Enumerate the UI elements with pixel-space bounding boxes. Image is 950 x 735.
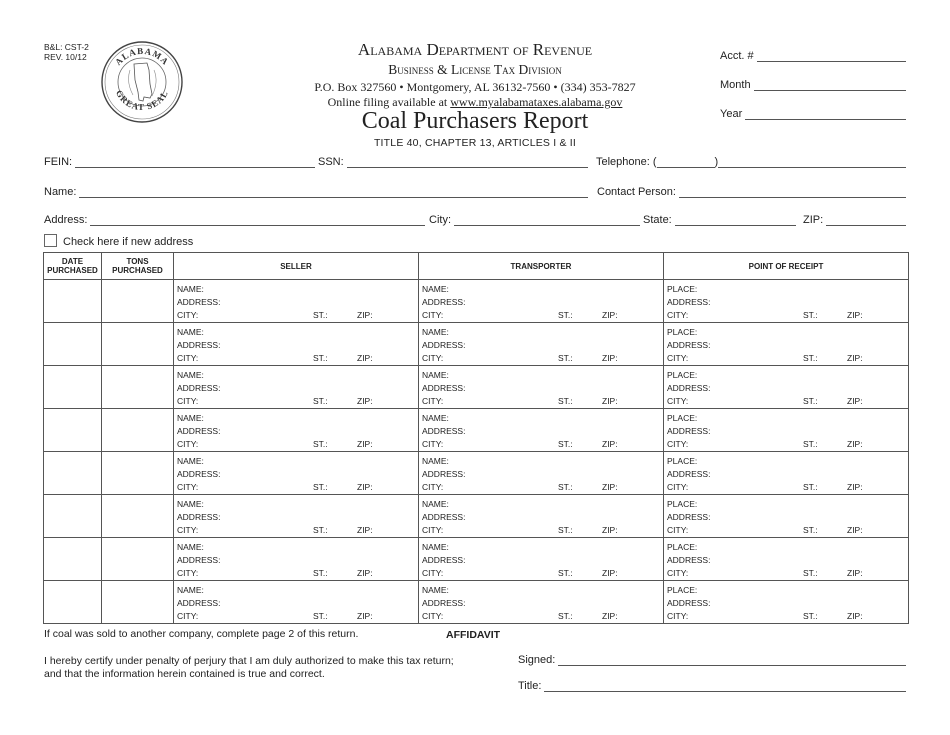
address-label: ADDRESS: (177, 555, 221, 565)
address-label: ADDRESS: (422, 383, 466, 393)
address-field (44, 214, 425, 226)
zip-label: ZIP: (847, 482, 863, 492)
name-label: NAME: (177, 456, 204, 466)
city-label: CITY: (422, 353, 444, 363)
address-label: ADDRESS: (667, 598, 711, 608)
city-label: CITY: (177, 611, 199, 621)
zip-label: ZIP: (803, 214, 824, 226)
state-input[interactable] (675, 215, 796, 226)
zip-label: ZIP: (357, 482, 373, 492)
transporter-details (422, 541, 660, 580)
state-label: ST.: (803, 353, 818, 363)
telephone-input[interactable] (718, 157, 906, 168)
place-label: PLACE: (667, 327, 698, 337)
city-label: CITY: (667, 310, 689, 320)
new-address-checkbox[interactable] (44, 234, 57, 247)
receipt-cell[interactable] (664, 280, 909, 323)
city-label: CITY: (422, 482, 444, 492)
name-label: NAME: (422, 499, 449, 509)
zip-label: ZIP: (357, 396, 373, 406)
zip-label: ZIP: (847, 611, 863, 621)
address-label: ADDRESS: (177, 340, 221, 350)
state-label: ST.: (558, 525, 573, 535)
table-row (44, 538, 909, 581)
address-label: ADDRESS: (667, 297, 711, 307)
seller-cell[interactable] (174, 495, 419, 538)
date-purchased-cell[interactable] (44, 323, 102, 366)
tons-purchased-cell[interactable] (102, 280, 174, 323)
year-input[interactable] (745, 109, 906, 120)
zip-label: ZIP: (357, 611, 373, 621)
transporter-details (422, 498, 660, 537)
transporter-details (422, 369, 660, 408)
name-label: NAME: (422, 413, 449, 423)
city-field (429, 214, 640, 226)
date-purchased-cell[interactable] (44, 452, 102, 495)
month-label: Month (720, 79, 751, 91)
state-label: State: (643, 214, 672, 226)
tons-purchased-cell[interactable] (102, 366, 174, 409)
alabama-great-seal-icon (100, 40, 184, 124)
col-transporter: TRANSPORTER (419, 253, 664, 280)
signed-label: Signed: (518, 654, 556, 666)
transporter-cell[interactable] (419, 581, 664, 624)
address-label: ADDRESS: (667, 469, 711, 479)
receipt-cell[interactable] (664, 452, 909, 495)
receipt-details (667, 455, 905, 494)
mailing-address: P.O. Box 327560 • Montgomery, AL 36132-7560 • (334) 353-7827 (314, 80, 636, 94)
state-label: ST.: (558, 482, 573, 492)
seller-cell[interactable] (174, 538, 419, 581)
address-input[interactable] (90, 215, 425, 226)
table-row (44, 495, 909, 538)
receipt-cell[interactable] (664, 495, 909, 538)
state-label: ST.: (803, 525, 818, 535)
city-label: CITY: (177, 439, 199, 449)
zip-label: ZIP: (602, 353, 618, 363)
state-label: ST.: (558, 310, 573, 320)
city-label: CITY: (667, 611, 689, 621)
table-row (44, 452, 909, 495)
city-label: CITY: (177, 310, 199, 320)
address-label: ADDRESS: (177, 512, 221, 522)
date-purchased-cell[interactable] (44, 280, 102, 323)
place-label: PLACE: (667, 413, 698, 423)
contact-person-input[interactable] (679, 187, 906, 198)
zip-label: ZIP: (602, 482, 618, 492)
date-purchased-cell[interactable] (44, 538, 102, 581)
state-label: ST.: (313, 310, 328, 320)
zip-label: ZIP: (357, 353, 373, 363)
zip-field (803, 214, 906, 226)
state-label: ST.: (313, 353, 328, 363)
date-purchased-cell[interactable] (44, 581, 102, 624)
city-label: CITY: (422, 439, 444, 449)
date-purchased-cell[interactable] (44, 495, 102, 538)
name-label: NAME: (422, 327, 449, 337)
zip-label: ZIP: (357, 568, 373, 578)
seller-cell[interactable] (174, 452, 419, 495)
city-label: CITY: (177, 568, 199, 578)
address-label: Address: (44, 214, 88, 226)
state-label: ST.: (803, 568, 818, 578)
transporter-details (422, 283, 660, 322)
name-label: NAME: (422, 284, 449, 294)
seller-cell[interactable] (174, 581, 419, 624)
tons-purchased-cell[interactable] (102, 581, 174, 624)
place-label: PLACE: (667, 284, 698, 294)
col-seller: SELLER (174, 253, 419, 280)
fein-input[interactable] (75, 157, 315, 168)
transporter-details (422, 412, 660, 451)
address-label: ADDRESS: (422, 426, 466, 436)
city-label: CITY: (422, 310, 444, 320)
name-label: NAME: (422, 585, 449, 595)
year-label: Year (720, 108, 743, 120)
state-label: ST.: (558, 568, 573, 578)
city-label: CITY: (667, 525, 689, 535)
ssn-label: SSN: (318, 156, 344, 168)
coal-purchases-table (43, 252, 909, 624)
receipt-cell[interactable] (664, 323, 909, 366)
seller-cell[interactable] (174, 323, 419, 366)
address-label: ADDRESS: (177, 426, 221, 436)
city-label: CITY: (667, 568, 689, 578)
tons-purchased-cell[interactable] (102, 409, 174, 452)
contact-person-label: Contact Person: (597, 186, 676, 198)
city-label: CITY: (667, 482, 689, 492)
tons-purchased-cell[interactable] (102, 495, 174, 538)
acct-field (720, 50, 906, 62)
page2-note: If coal was sold to another company, complete page 2 of this return. (44, 628, 359, 640)
city-label: City: (429, 214, 451, 226)
title-label: Title: (518, 680, 542, 692)
seller-details (177, 584, 415, 623)
receipt-cell[interactable] (664, 581, 909, 624)
contact-person-field (597, 186, 906, 198)
zip-label: ZIP: (847, 439, 863, 449)
department-name: Alabama Department of Revenue (357, 40, 593, 59)
city-label: CITY: (422, 568, 444, 578)
acct-input[interactable] (757, 51, 906, 62)
address-label: ADDRESS: (667, 340, 711, 350)
state-label: ST.: (558, 439, 573, 449)
transporter-cell[interactable] (419, 409, 664, 452)
place-label: PLACE: (667, 456, 698, 466)
address-label: ADDRESS: (667, 426, 711, 436)
state-label: ST.: (803, 310, 818, 320)
receipt-details (667, 541, 905, 580)
receipt-details (667, 498, 905, 537)
zip-input[interactable] (826, 215, 906, 226)
city-label: CITY: (422, 611, 444, 621)
fein-field (44, 156, 315, 168)
city-label: CITY: (667, 396, 689, 406)
name-label: NAME: (422, 456, 449, 466)
state-field (643, 214, 796, 226)
transporter-details (422, 584, 660, 623)
table-header-row (44, 253, 909, 280)
zip-label: ZIP: (357, 439, 373, 449)
name-label: Name: (44, 186, 77, 198)
zip-label: ZIP: (847, 396, 863, 406)
ssn-field (318, 156, 588, 168)
new-address-label: Check here if new address (63, 236, 194, 248)
name-label: NAME: (177, 370, 204, 380)
name-input[interactable] (79, 187, 588, 198)
zip-label: ZIP: (602, 568, 618, 578)
form-revision: REV. 10/12 (44, 52, 87, 62)
seller-details (177, 541, 415, 580)
zip-label: ZIP: (847, 568, 863, 578)
receipt-details (667, 412, 905, 451)
zip-label: ZIP: (847, 525, 863, 535)
state-label: ST.: (803, 439, 818, 449)
transporter-cell[interactable] (419, 495, 664, 538)
date-purchased-cell[interactable] (44, 409, 102, 452)
month-input[interactable] (754, 80, 906, 91)
fein-label: FEIN: (44, 156, 73, 168)
state-label: ST.: (313, 568, 328, 578)
state-label: ST.: (558, 396, 573, 406)
city-label: CITY: (667, 439, 689, 449)
zip-label: ZIP: (847, 353, 863, 363)
zip-label: ZIP: (602, 525, 618, 535)
name-label: NAME: (177, 585, 204, 595)
table-row (44, 323, 909, 366)
telephone-paren: ) (714, 156, 719, 168)
name-label: NAME: (177, 327, 204, 337)
online-filing-prefix: Online filing available at (327, 95, 451, 109)
place-label: PLACE: (667, 542, 698, 552)
seller-details (177, 326, 415, 365)
city-label: CITY: (177, 482, 199, 492)
state-label: ST.: (803, 482, 818, 492)
tons-purchased-cell[interactable] (102, 452, 174, 495)
zip-label: ZIP: (357, 310, 373, 320)
year-field (720, 108, 906, 120)
signature-input[interactable] (558, 655, 906, 666)
receipt-details (667, 369, 905, 408)
state-label: ST.: (803, 611, 818, 621)
page-title: Coal Purchasers Report (361, 108, 589, 134)
city-label: CITY: (667, 353, 689, 363)
name-label: NAME: (177, 542, 204, 552)
certification-line-1: I hereby certify under penalty of perjury that I am duly authorized to make this tax return; (44, 655, 454, 667)
name-label: NAME: (177, 499, 204, 509)
name-label: NAME: (422, 370, 449, 380)
zip-label: ZIP: (602, 396, 618, 406)
name-label: NAME: (177, 413, 204, 423)
page-subtitle: TITLE 40, CHAPTER 13, ARTICLES I & II (373, 137, 577, 149)
address-label: ADDRESS: (422, 598, 466, 608)
tons-purchased-cell[interactable] (102, 538, 174, 581)
city-label: CITY: (422, 525, 444, 535)
address-label: ADDRESS: (422, 297, 466, 307)
city-label: CITY: (177, 525, 199, 535)
telephone-label: Telephone: ( (596, 156, 657, 168)
certification-text (44, 655, 454, 681)
address-label: ADDRESS: (667, 512, 711, 522)
address-label: ADDRESS: (422, 469, 466, 479)
address-label: ADDRESS: (667, 383, 711, 393)
col-tons-purchased: TONS PURCHASED (102, 253, 174, 280)
transporter-cell[interactable] (419, 452, 664, 495)
receipt-details (667, 326, 905, 365)
address-label: ADDRESS: (177, 598, 221, 608)
telephone-field (596, 156, 906, 168)
receipt-details (667, 584, 905, 623)
state-label: ST.: (313, 482, 328, 492)
city-label: CITY: (177, 353, 199, 363)
name-label: NAME: (177, 284, 204, 294)
table-row (44, 366, 909, 409)
zip-label: ZIP: (602, 611, 618, 621)
tons-purchased-cell[interactable] (102, 323, 174, 366)
name-field (44, 186, 588, 198)
name-label: NAME: (422, 542, 449, 552)
state-label: ST.: (313, 525, 328, 535)
address-label: ADDRESS: (667, 555, 711, 565)
city-input[interactable] (454, 215, 640, 226)
certification-line-2: and that the information herein contained is true and correct. (44, 668, 325, 680)
transporter-cell[interactable] (419, 280, 664, 323)
city-label: CITY: (422, 396, 444, 406)
seller-cell[interactable] (174, 409, 419, 452)
month-field (720, 79, 906, 91)
acct-label: Acct. # (720, 50, 754, 62)
division-name: Business & License Tax Division (388, 62, 562, 77)
address-label: ADDRESS: (422, 340, 466, 350)
receipt-cell[interactable] (664, 409, 909, 452)
svg-text:GREAT SEAL: GREAT SEAL (113, 88, 171, 113)
online-filing-link[interactable]: www.myalabamataxes.alabama.gov (450, 95, 623, 109)
address-label: ADDRESS: (177, 383, 221, 393)
form-code (44, 42, 89, 62)
receipt-details (667, 283, 905, 322)
state-label: ST.: (313, 611, 328, 621)
address-label: ADDRESS: (422, 555, 466, 565)
transporter-cell[interactable] (419, 538, 664, 581)
transporter-details (422, 455, 660, 494)
address-label: ADDRESS: (422, 512, 466, 522)
state-label: ST.: (313, 439, 328, 449)
zip-label: ZIP: (847, 310, 863, 320)
state-label: ST.: (803, 396, 818, 406)
transporter-details (422, 326, 660, 365)
seller-cell[interactable] (174, 366, 419, 409)
ssn-input[interactable] (347, 157, 588, 168)
place-label: PLACE: (667, 370, 698, 380)
col-date-purchased: DATE PURCHASED (44, 253, 102, 280)
address-label: ADDRESS: (177, 297, 221, 307)
table-row (44, 409, 909, 452)
title-field (518, 680, 906, 692)
state-label: ST.: (558, 353, 573, 363)
table-row (44, 280, 909, 323)
seller-details (177, 498, 415, 537)
place-label: PLACE: (667, 499, 698, 509)
area-code-input[interactable] (657, 157, 715, 168)
zip-label: ZIP: (357, 525, 373, 535)
seller-details (177, 369, 415, 408)
table-row (44, 581, 909, 624)
state-label: ST.: (313, 396, 328, 406)
transporter-cell[interactable] (419, 366, 664, 409)
receipt-cell[interactable] (664, 538, 909, 581)
zip-label: ZIP: (602, 310, 618, 320)
address-label: ADDRESS: (177, 469, 221, 479)
receipt-cell[interactable] (664, 366, 909, 409)
seller-details (177, 455, 415, 494)
form-code-number: B&L: CST-2 (44, 42, 89, 52)
svg-text:ALABAMA: ALABAMA (113, 45, 171, 68)
signed-field (518, 654, 906, 666)
title-input[interactable] (544, 681, 906, 692)
state-label: ST.: (558, 611, 573, 621)
date-purchased-cell[interactable] (44, 366, 102, 409)
city-label: CITY: (177, 396, 199, 406)
seller-details (177, 412, 415, 451)
place-label: PLACE: (667, 585, 698, 595)
zip-label: ZIP: (602, 439, 618, 449)
affidavit-title: AFFIDAVIT (446, 629, 501, 641)
seller-cell[interactable] (174, 280, 419, 323)
col-point-of-receipt: POINT OF RECEIPT (664, 253, 909, 280)
seller-details (177, 283, 415, 322)
transporter-cell[interactable] (419, 323, 664, 366)
